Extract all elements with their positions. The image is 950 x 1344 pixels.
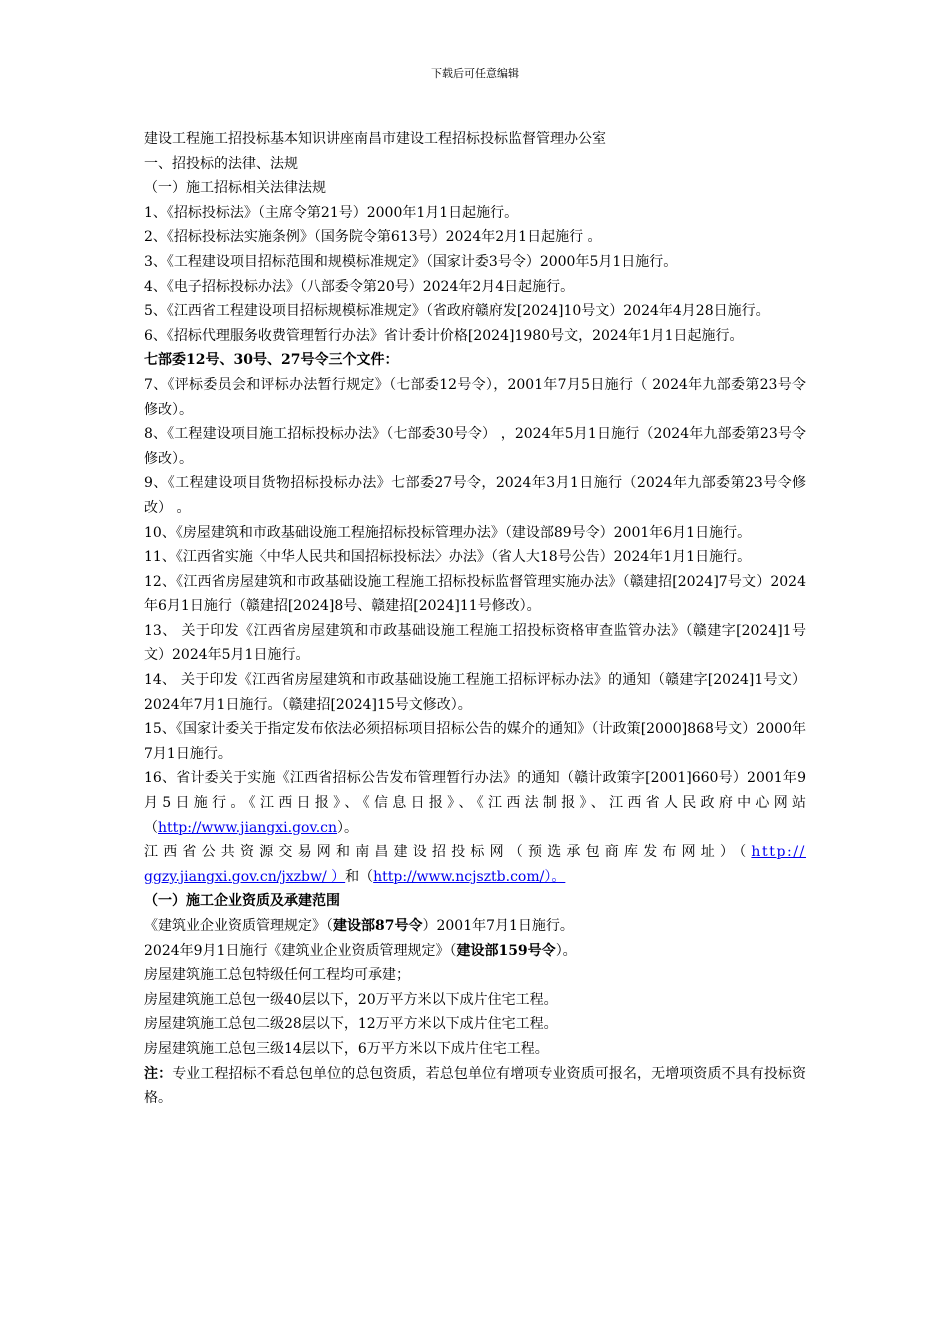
platform-and: 和（ (345, 868, 374, 885)
q1-bold: 建设部87号令 (333, 918, 423, 934)
law-item-3: 3、《工程建设项目招标范围和规模标准规定》（国家计委3号令）2000年5月1日施行。 (144, 253, 678, 270)
note-label: 注： (144, 1065, 173, 1082)
jiangxi-gov-link[interactable]: http://www.jiangxi.gov.cn (158, 819, 338, 836)
q2-pre: 2024年9月1日施行《建筑业企业资质管理规定》（ (144, 942, 457, 959)
qualification-rule-1 (144, 914, 806, 939)
law-item-1: 1、《招标投标法》（主席令第21号）2000年1月1日起施行。 (144, 204, 519, 221)
qualification-grade-1: 房屋建筑施工总包一级40层以下，20万平方米以下成片住宅工程。 (144, 991, 558, 1008)
q2-post: ）。 (555, 942, 577, 959)
section-heading: 一、招投标的法律、法规 (144, 155, 298, 172)
ncjsztb-link[interactable]: http://www.ncjsztb.com/）。 (373, 868, 566, 885)
law-item-16-text: 16、省计委关于实施《江西省招标公告发布管理暂行办法》的通知（赣计政策字[2001]660号）2001年9月5日施行。《江西日报》、《信息日报》、《江西法制报》、江西省人民政府中心网站（ (144, 770, 806, 836)
note-text: 专业工程招标不看总包单位的总包资质，若总包单位有增项专业资质可报名，无增项资质不具有投标资格。 (144, 1065, 807, 1107)
qualification-special: 房屋建筑施工总包特级任何工程均可承建； (144, 967, 410, 984)
platform-text: 江西省公共资源交易网和南昌建设招投标网（预选承包商库发布网址）（ (144, 844, 752, 861)
q2-bold: 建设部159号令 (456, 942, 556, 959)
seven-ministries-heading: 七部委12号、30号、27号令三个文件： (144, 352, 399, 369)
document-body (144, 127, 806, 1111)
q1-pre: 《建筑业企业资质管理规定》（ (144, 918, 333, 934)
law-item-16 (144, 766, 806, 840)
law-item-13: 13、 关于印发《江西省房屋建筑和市政基础设施工程施工招投标资格审查监管办法》（赣建字[2024]1号文）2024年5月1日施行。 (144, 622, 806, 664)
law-item-7: 7、《评标委员会和评标办法暂行规定》（七部委12号令），2001年7月5日施行（ 2024年九部委第23号令修改）。 (144, 376, 806, 418)
law-item-11: 11、《江西省实施〈中华人民共和国招标投标法〉办法》（省人大18号公告）2024年1月1日施行。 (144, 549, 752, 566)
platform-line-2 (144, 865, 806, 890)
law-item-15: 15、《国家计委关于指定发布依法必须招标项目招标公告的媒介的通知》（计政策[2000]868号文）2000年7月1日施行。 (144, 721, 806, 762)
qualification-rule-2 (144, 939, 806, 964)
ggzy-link-end[interactable]: ggzy.jiangxi.gov.cn/jxzbw/ ） (144, 868, 346, 885)
document-title: 建设工程施工招投标基本知识讲座南昌市建设工程招标投标监督管理办公室 (144, 131, 606, 147)
law-item-6: 6、《招标代理服务收费管理暂行办法》省计委计价格[2024]1980号文，2024年1月1日起施行。 (144, 327, 744, 344)
subsection-heading: （一）施工招标相关法律法规 (144, 180, 326, 197)
ggzy-link-start[interactable]: http:// (751, 844, 806, 861)
q1-post: ）2001年7月1日施行。 (422, 918, 574, 934)
platform-line (144, 840, 806, 865)
law-item-8: 8、《工程建设项目施工招标投标办法》（七部委30号令） ，2024年5月1日施行（2024年九部委第23号令修改）。 (144, 426, 806, 467)
law-item-10: 10、《房屋建筑和市政基础设施工程施招标投标管理办法》（建设部89号令）2001年6月1日施行。 (144, 524, 752, 541)
law-item-2: 2、《招标投标法实施条例》（国务院令第613号）2024年2月1日起施行 。 (144, 229, 602, 246)
qualification-grade-3: 房屋建筑施工总包三级14层以下，6万平方米以下成片住宅工程。 (144, 1040, 549, 1057)
law-item-9: 9、《工程建设项目货物招标投标办法》七部委27号令，2024年3月1日施行（2024年九部委第23号令修改） 。 (144, 475, 806, 516)
law-item-4: 4、《电子招标投标办法》（八部委令第20号）2024年2月4日起施行。 (144, 278, 575, 295)
law-item-5: 5、《江西省工程建设项目招标规模标准规定》（省政府赣府发[2024]10号文）2024年4月28日施行。 (144, 303, 770, 320)
qualification-grade-2: 房屋建筑施工总包二级28层以下，12万平方米以下成片住宅工程。 (144, 1016, 558, 1033)
law-item-14: 14、 关于印发《江西省房屋建筑和市政基础设施工程施工招标评标办法》的通知（赣建字[2024]1号文）2024年7月1日施行。（赣建招[2024]15号文修改）。 (144, 672, 806, 713)
note-paragraph (144, 1062, 806, 1111)
law-item-12: 12、《江西省房屋建筑和市政基础设施工程施工招标投标监督管理实施办法》（赣建招[2024]7号文）2024年6月1日施行（赣建招[2024]8号、赣建招[2024]11号修改）。 (144, 573, 806, 615)
subsection-heading-2: （一）施工企业资质及承建范围 (144, 893, 340, 910)
page-header: 下载后可任意编辑 (431, 67, 519, 80)
law-item-16-end: ）。 (337, 819, 359, 836)
